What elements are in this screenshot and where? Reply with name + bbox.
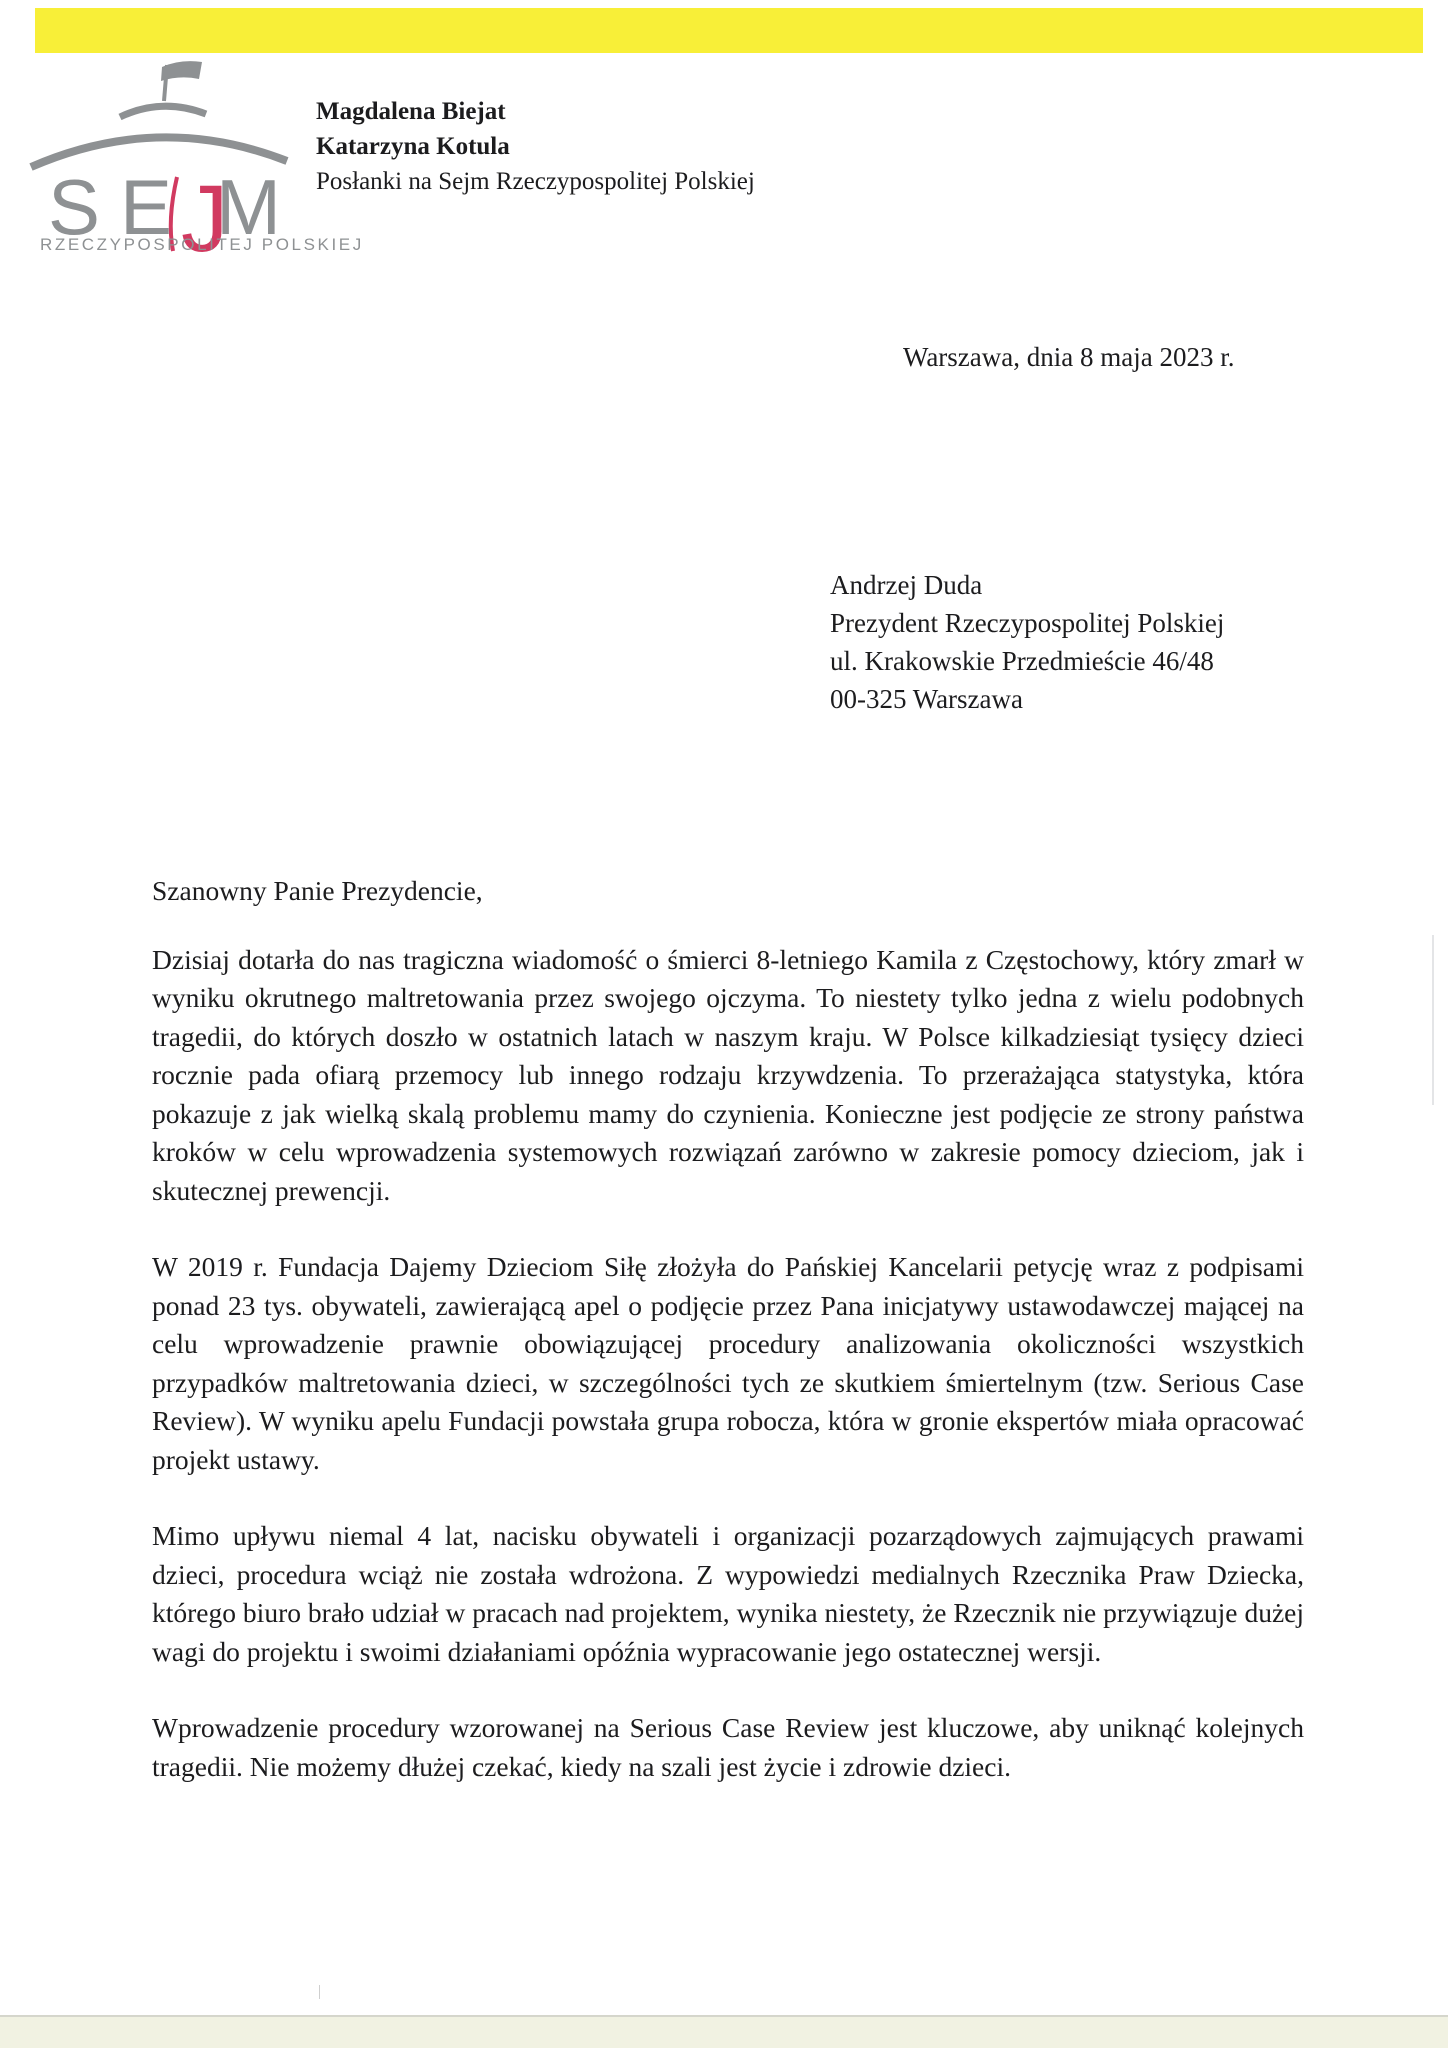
logo-letter-s: S	[48, 163, 101, 251]
logo-letter-m: M	[216, 163, 281, 251]
sender-role: Posłanki na Sejm Rzeczypospolitej Polskiej	[316, 168, 755, 195]
dateline: Warszawa, dnia 8 maja 2023 r.	[903, 342, 1235, 372]
yellow-highlight-bar-bottom	[0, 2015, 1448, 2048]
paragraph-2: W 2019 r. Fundacja Dajemy Dzieciom Siłę złożyła do Pańskiej Kancelarii petycję wraz z podpisami ponad 23 tys. obywateli, zawierającą apel o podjęcie przez Pana inicjatywy ustawodawczej mającej na celu wprowadzenie prawnie obowiązującej procedury analizowania okoliczności wszystkich przypadków maltretowania dzieci, w szczególności tych ze skutkiem śmiertelnym (tzw. Serious Case Review). W wyniku apelu Fundacji powstała grupa robocza, która w gronie ekspertów miała opracować projekt ustawy.	[152, 1251, 1304, 1475]
paragraph-1: Dzisiaj dotarła do nas tragiczna wiadomość o śmierci 8-letniego Kamila z Częstochowy, który zmarł w wyniku okrutnego maltretowania przez swojego ojczyma. To niestety tylko jedna z wielu podobnych tragedii, do których doszło w ostatnich latach w naszym kraju. W Polsce kilkadziesiąt tysięcy dzieci rocznie pada ofiarą przemocy lub innego rodzaju krzywdzenia. To przerażająca statystyka, która pokazuje z jak wielką skalą problemu mamy do czynienia. Konieczne jest podjęcie ze strony państwa kroków w celu wprowadzenia systemowych rozwiązań zarówno w zakresie pomocy dzieciom, jak i skutecznej prewencji.	[152, 943, 1304, 1206]
sender-name-1: Magdalena Biejat	[316, 98, 506, 125]
scan-artifact-tick	[319, 1985, 320, 1999]
paragraph-4: Wprowadzenie procedury wzorowanej na Serious Case Review jest kluczowe, aby uniknąć kolejnych tragedii. Nie możemy dłużej czekać, kiedy na szali jest życie i zdrowie dzieci.	[152, 1712, 1304, 1782]
salutation: Szanowny Panie Prezydencie,	[152, 875, 483, 906]
recipient-name: Andrzej Duda	[830, 570, 983, 600]
recipient-street: ul. Krakowskie Przedmieście 46/48	[830, 646, 1214, 676]
sejm-logo	[28, 55, 364, 270]
logo-caption: RZECZYPOSPOLITEJ POLSKIEJ	[40, 235, 364, 254]
logo-letter-j: J	[181, 166, 229, 270]
letter-body	[152, 872, 1304, 1824]
recipient-city: 00-325 Warszawa	[830, 684, 1024, 714]
yellow-highlight-bar-top	[35, 8, 1423, 53]
recipient-title: Prezydent Rzeczypospolitej Polskiej	[830, 608, 1225, 638]
sender-block	[316, 94, 755, 199]
recipient-block	[830, 566, 1224, 718]
scan-artifact-line	[1432, 935, 1434, 1105]
paragraph-3: Mimo upływu niemal 4 lat, nacisku obywateli i organizacji pozarządowych zajmujących prawami dzieci, procedura wciąż nie została wdrożona. Z wypowiedzi medialnych Rzecznika Praw Dziecka, którego biuro brało udział w pracach nad projektem, wynika niestety, że Rzecznik nie przywiązuje dużej wagi do projektu i swoimi działaniami opóźnia wypracowanie jego ostatecznej wersji.	[152, 1520, 1304, 1667]
logo-letter-e: E	[120, 163, 173, 251]
sender-name-2: Katarzyna Kotula	[316, 133, 510, 160]
